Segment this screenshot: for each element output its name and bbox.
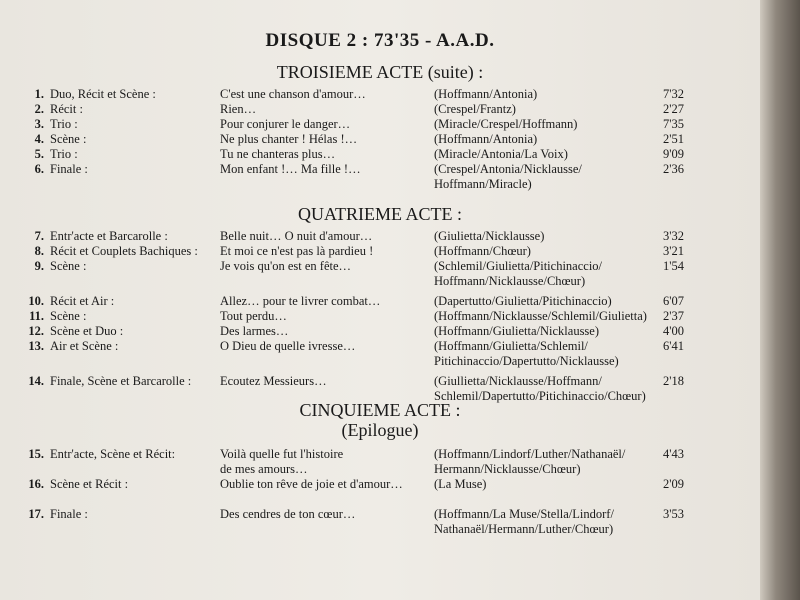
track-row: 3. Trio : Pour conjurer le danger… (Miracle/Crespel/Hoffmann) 7'35: [34, 117, 684, 131]
track-row-continuation: Nathanaël/Hermann/Luther/Chœur): [434, 522, 614, 536]
act-title-3: TROISIEME ACTE (suite) :: [276, 62, 484, 82]
track-row: 16. Scène et Récit : Oublie ton rêve de joie et d'amour… (La Muse) 2'09: [28, 477, 684, 491]
track-row-continuation: Schlemil/Dapertutto/Pitichinaccio/Chœur): [434, 389, 646, 403]
track-row: 7. Entr'acte et Barcarolle : Belle nuit… O nuit d'amour… (Giulietta/Nicklausse) 3'32: [34, 229, 684, 243]
track-row: 2. Récit : Rien… (Crespel/Frantz) 2'27: [34, 102, 684, 116]
track-row: 14. Finale, Scène et Barcarolle : Ecoutez Messieurs… (Giullietta/Nicklausse/Hoffmann/ 2'18: [28, 374, 684, 388]
track-row: 6. Finale : Mon enfant !… Ma fille !… (Crespel/Antonia/Nicklausse/ 2'36: [34, 162, 684, 176]
act-title-4: QUATRIEME ACTE :: [298, 204, 462, 224]
track-row: 12. Scène et Duo : Des larmes… (Hoffmann/Giulietta/Nicklausse) 4'00: [28, 324, 684, 338]
track-row-continuation: Hoffmann/Miracle): [434, 177, 532, 191]
track-row: 9. Scène : Je vois qu'on est en fête… (Schlemil/Giulietta/Pitichinaccio/ 1'54: [34, 259, 684, 273]
booklet-spine: [760, 0, 800, 600]
act-title-5: CINQUIEME ACTE : (Epilogue): [0, 400, 760, 440]
track-row-continuation: Hoffmann/Nicklausse/Chœur): [434, 274, 586, 288]
track-row: 17. Finale : Des cendres de ton cœur… (Hoffmann/La Muse/Stella/Lindorf/ 3'53: [28, 507, 684, 521]
track-row: 5. Trio : Tu ne chanteras plus… (Miracle/Antonia/La Voix) 9'09: [34, 147, 684, 161]
track-row-continuation: de mes amours… Hermann/Nicklausse/Chœur): [220, 462, 581, 476]
track-row: 1. Duo, Récit et Scène : C'est une chanson d'amour… (Hoffmann/Antonia) 7'32: [34, 87, 684, 101]
track-row: 10. Récit et Air : Allez… pour te livrer combat… (Dapertutto/Giulietta/Pitichinaccio) 6'07: [28, 294, 684, 308]
track-row: 8. Récit et Couplets Bachiques : Et moi ce n'est pas là pardieu ! (Hoffmann/Chœur) 3'21: [34, 244, 684, 258]
track-row: 13. Air et Scène : O Dieu de quelle ivresse… (Hoffmann/Giulietta/Schlemil/ 6'41: [28, 339, 684, 353]
act-subtitle: (Epilogue): [341, 420, 419, 440]
disc-title: DISQUE 2 : 73'35 - A.A.D.: [265, 30, 495, 51]
track-row: 11. Scène : Tout perdu… (Hoffmann/Nicklausse/Schlemil/Giulietta) 2'37: [29, 309, 684, 323]
track-row: 15. Entr'acte, Scène et Récit: Voilà quelle fut l'histoire (Hoffmann/Lindorf/Luther/Nathanaël/ 4'43: [28, 447, 684, 461]
track-row: 4. Scène : Ne plus chanter ! Hélas !… (Hoffmann/Antonia) 2'51: [34, 132, 684, 146]
track-row-continuation: Pitichinaccio/Dapertutto/Nicklausse): [434, 354, 619, 368]
